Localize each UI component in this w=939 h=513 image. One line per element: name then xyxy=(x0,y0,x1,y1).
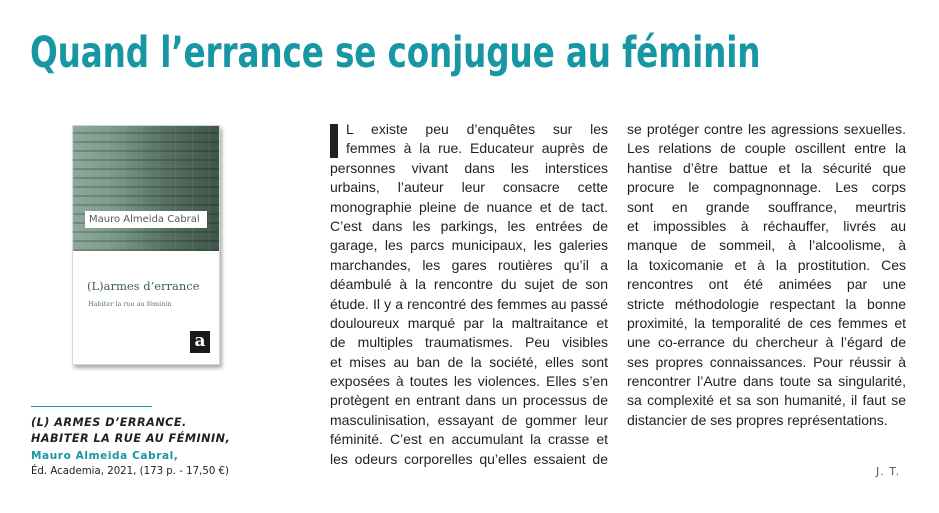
text-line: L existe peu d’enquêtes sur les xyxy=(346,121,608,137)
cover-subtitle: Habiter la rue au féminin xyxy=(88,300,172,308)
text-line: C’est dans les parkings, les entrées de xyxy=(330,217,608,234)
book-reference-title-line1: (L) ARMES D’ERRANCE. xyxy=(31,416,187,429)
text-line: masculinisation, essayant de gommer leur xyxy=(330,411,608,428)
text-line: monographie pleine de nuance et de tact. xyxy=(330,198,608,215)
text-line: rencontrer l’Autre dans toute sa singularité, xyxy=(627,373,906,390)
author-signature: J. T. xyxy=(876,465,901,478)
text-line: marchandes, les gares routières qu’il a xyxy=(330,256,608,273)
text-line: exposées à toutes les violences. Elles s’en xyxy=(330,373,608,390)
cover-photo xyxy=(73,126,219,251)
text-line: les odeurs corporelles qu’elles essaient de xyxy=(330,450,608,467)
text-line: et impossibles à réchauffer, livrés au xyxy=(627,217,906,234)
text-line: douloureux marqué par la maltraitance et xyxy=(330,314,608,331)
text-line: se protéger contre les agressions sexuelles. xyxy=(627,121,906,137)
text-line: distancier de ses propres représentations. xyxy=(627,411,888,428)
text-line: sont en grande souffrance, meurtris xyxy=(627,198,906,215)
text-line: déambulé à la rencontre du sujet de son xyxy=(330,276,608,293)
cover-title: (L)armes d’errance xyxy=(87,279,200,293)
article-title: Quand l’errance se conjugue au féminin xyxy=(30,28,761,78)
book-reference-title-line2: HABITER LA RUE AU FÉMININ, xyxy=(31,432,231,445)
text-line: protègent en entrant dans un processus de xyxy=(330,392,608,409)
reference-divider xyxy=(31,406,152,407)
body-column-2 xyxy=(627,120,906,430)
text-line: une co-errance du chercheur à l’égard de xyxy=(627,334,906,351)
text-line: femmes à la rue. Educateur auprès de xyxy=(346,140,608,157)
text-line: proximité, la temporalité de ces femmes et xyxy=(627,314,906,331)
text-line: personnes vivant dans les interstices xyxy=(330,159,608,176)
text-line: sa complexité et sa son humanité, il faut se xyxy=(627,392,906,409)
book-reference-publisher: Éd. Academia, 2021, (173 p. - 17,50 €) xyxy=(31,466,229,477)
book-cover xyxy=(72,125,220,365)
text-line: urbains, l’auteur leur consacre cette xyxy=(330,179,608,196)
text-line: garage, les parcs municipaux, les galeries xyxy=(330,237,608,254)
text-line: la toxicomanie et à la prostitution. Ces xyxy=(627,256,906,273)
text-line: manque de sommeil, à l’alcoolisme, à xyxy=(627,237,906,254)
text-line: et mises au ban de la société, elles sont xyxy=(330,353,608,370)
text-line: hantise d’être battue et la sécurité que xyxy=(627,159,906,176)
book-reference-author: Mauro Almeida Cabral, xyxy=(31,450,179,462)
text-line: stricte méthodologie respectant la bonne xyxy=(627,295,906,312)
text-line: ses propres connaissances. Pour réussir à xyxy=(627,353,906,370)
publisher-logo: a xyxy=(190,331,210,353)
text-line: de multiples traumatismes. Peu visibles xyxy=(330,334,608,351)
body-column-1 xyxy=(330,120,608,469)
text-line: rencontres ont été animées par une xyxy=(627,276,906,293)
text-line: procure le compagnonnage. Les corps xyxy=(627,179,906,196)
text-line: étude. Il y a rencontré des femmes au passé xyxy=(330,295,608,312)
book-reference-title xyxy=(31,415,230,447)
cover-author: Mauro Almeida Cabral xyxy=(85,211,207,228)
text-line: Les relations de couple oscillent entre la xyxy=(627,140,906,157)
text-line: féminité. C’est en accumulant la crasse et xyxy=(330,431,608,448)
